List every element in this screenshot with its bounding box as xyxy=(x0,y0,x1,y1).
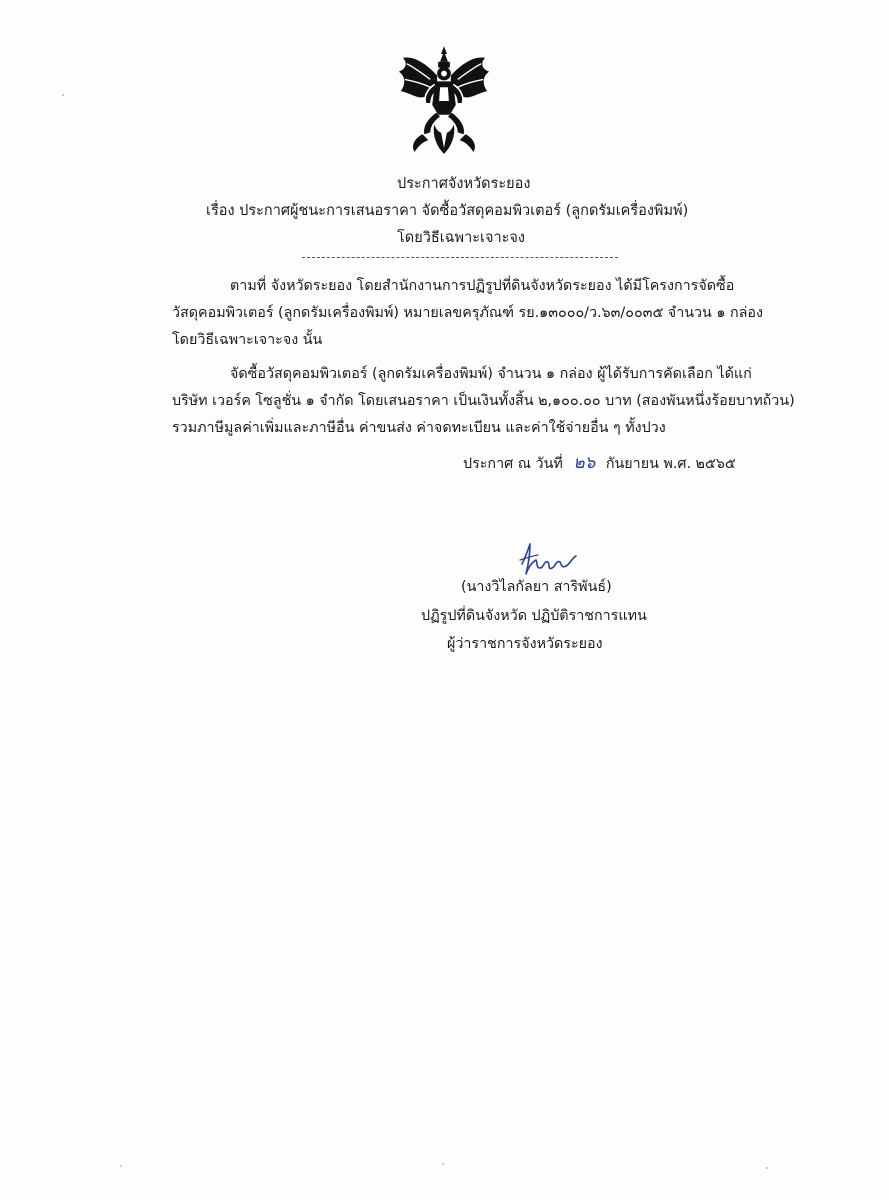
paragraph-2-line-2: บริษัท เวอร์ค โซลูชั่น ๑ จำกัด โดยเสนอราคา เป็นเงินทั้งสิ้น ๒,๑๐๐.๐๐ บาท (สองพันหนึ่งร้อยบาทถ้วน) xyxy=(172,393,795,409)
paragraph-2-line-3: รวมภาษีมูลค่าเพิ่มและภาษีอื่น ค่าขนส่ง ค่าจดทะเบียน และค่าใช้จ่ายอื่น ๆ ทั้งปวง xyxy=(172,420,666,436)
paragraph-1-line-3: โดยวิธีเฉพาะเจาะจง นั้น xyxy=(172,332,323,348)
paragraph-2-line-1: จัดซื้อวัสดุคอมพิวเตอร์ (ลูกดรัมเครื่องพิมพ์) จำนวน ๑ กล่อง ผู้ได้รับการคัดเลือก ได้แก่ xyxy=(230,366,752,382)
paragraph-1-line-1: ตามที่ จังหวัดระยอง โดยสำนักงานการปฏิรูปที่ดินจังหวัดระยอง ได้มีโครงการจัดซื้อ xyxy=(230,278,735,294)
scan-speck xyxy=(442,1163,444,1165)
scan-speck xyxy=(120,1165,122,1167)
paragraph-1-line-2: วัสดุคอมพิวเตอร์ (ลูกดรัมเครื่องพิมพ์) หมายเลขครุภัณฑ์ รย.๑๓๐๐๐/ว.๖๓/๐๐๓๕ จำนวน ๑ กล่อง xyxy=(172,305,763,321)
scan-speck xyxy=(62,94,64,96)
date-day-handwritten: ๒๖ xyxy=(573,453,596,473)
signatory-on-behalf-of: ผู้ว่าราชการจังหวัดระยอง xyxy=(447,636,603,652)
handwritten-signature xyxy=(518,538,578,580)
announcement-subject: เรื่อง ประกาศผู้ชนะการเสนอราคา จัดซื้อวัสดุคอมพิวเตอร์ (ลูกดรัมเครื่องพิมพ์) xyxy=(206,203,689,219)
procurement-method: โดยวิธีเฉพาะเจาะจง xyxy=(397,230,525,246)
date-month-year: กันยายน พ.ศ. ๒๕๖๕ xyxy=(605,456,736,472)
scan-speck xyxy=(766,1167,768,1169)
signatory-name: (นางวิไลกัลยา สาริพันธ์) xyxy=(461,579,612,595)
signatory-position: ปฏิรูปที่ดินจังหวัด ปฏิบัติราชการแทน xyxy=(421,608,647,624)
title-divider xyxy=(302,257,618,258)
announcement-issuer: ประกาศจังหวัดระยอง xyxy=(397,176,531,192)
announcement-date xyxy=(463,452,736,475)
date-prefix: ประกาศ ณ วันที่ xyxy=(463,456,563,472)
garuda-emblem xyxy=(395,44,493,156)
